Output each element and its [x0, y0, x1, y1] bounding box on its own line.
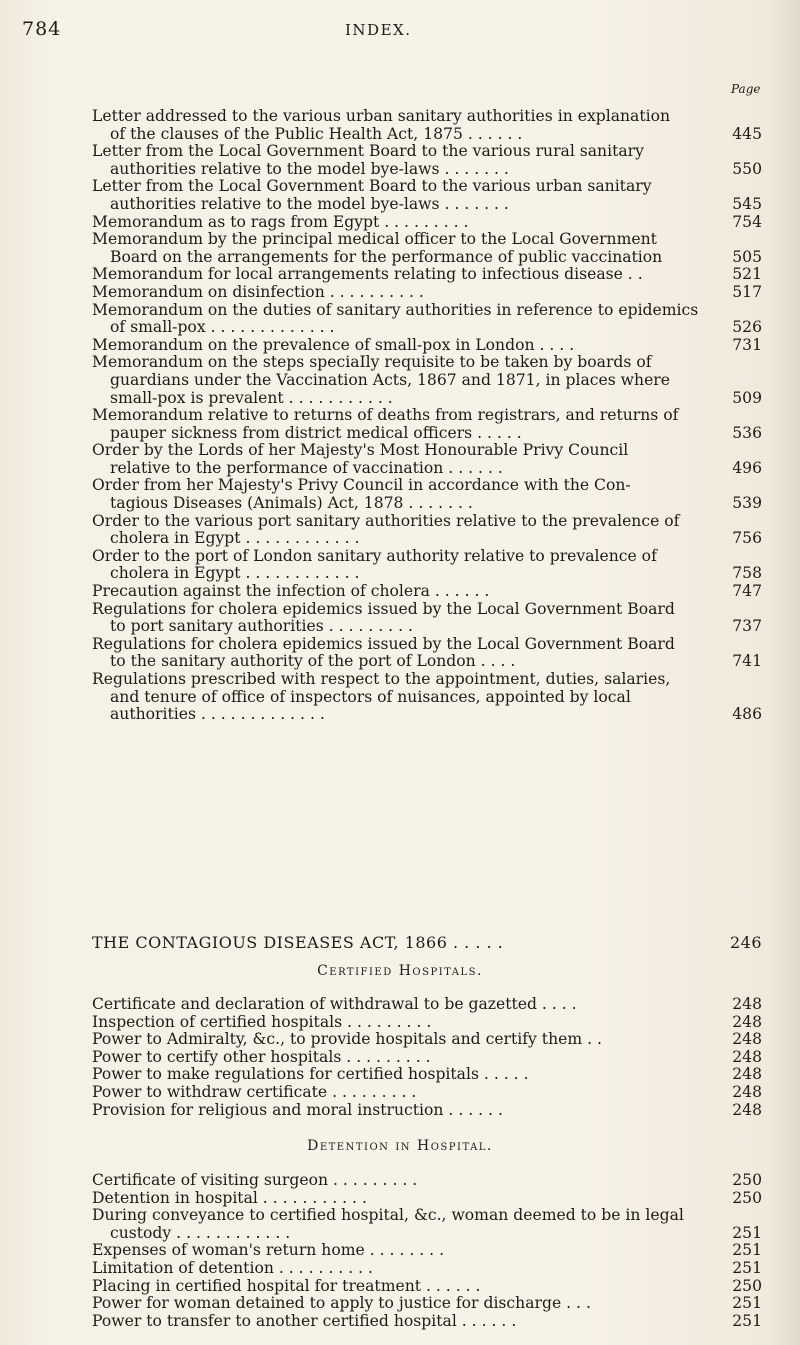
index-entry — [92, 231, 762, 266]
contagious-diseases-act-heading — [92, 933, 762, 952]
entry-page-number: 758 — [732, 564, 762, 583]
entry-text: Memorandum on the steps speciaIly requisite to be taken by boards of — [92, 353, 652, 372]
index-entry — [92, 284, 762, 302]
index-entry — [92, 636, 762, 671]
index-entry — [92, 266, 762, 284]
entry-page-number: 521 — [732, 265, 762, 284]
page-column-label: Page — [731, 82, 761, 96]
entry-text: Power to make regulations for certified hospitals . . . . . — [92, 1065, 529, 1084]
subheading-certified-hospitals: Certified Hospitals. — [317, 963, 483, 979]
index-entry — [92, 548, 762, 583]
entry-continuation: tagious Diseases (Animals) Act, 1878 . . . . . . . — [110, 494, 473, 513]
section-page: 246 — [729, 933, 762, 952]
index-entry — [92, 214, 762, 232]
entry-page-number: 505 — [732, 247, 762, 266]
entry-text: Memorandum for local arrangements relating to infectious disease . . — [92, 265, 643, 284]
index-entry — [92, 1313, 762, 1331]
entry-text: Power to transfer to another certified hospital . . . . . . — [92, 1311, 517, 1330]
entry-continuation: of small-pox . . . . . . . . . . . . . — [110, 318, 335, 337]
entry-text: Order to the various port sanitary authorities relative to the prevalence of — [92, 511, 680, 530]
detention-in-hospital-list — [92, 1172, 762, 1330]
entry-continuation: and tenure of office of inspectors of nuisances, appointed by local — [110, 687, 631, 706]
entry-text: Letter from the Local Government Board to the various urban sanitary — [92, 177, 652, 196]
entry-page-number: 248 — [732, 1012, 762, 1031]
entry-text: During conveyance to certified hospital, &c., woman deemed to be in legal — [92, 1206, 684, 1225]
index-entry — [92, 1031, 762, 1049]
entry-continuation: small-pox is prevalent . . . . . . . . . . . — [110, 388, 393, 407]
index-entry — [92, 1066, 762, 1084]
index-entry — [92, 442, 762, 477]
entry-text: Regulations prescribed with respect to the appointment, duties, salaries, — [92, 670, 671, 688]
index-entry — [92, 1049, 762, 1067]
entry-continuation: authorities relative to the model bye-laws . . . . . . . — [110, 194, 509, 213]
entry-text: Detention in hospital . . . . . . . . . . . — [92, 1188, 367, 1207]
entry-page-number: 251 — [732, 1311, 762, 1330]
index-entry — [92, 108, 762, 143]
entry-page-number: 509 — [732, 388, 762, 407]
index-entry — [92, 407, 762, 442]
entry-text: Provision for religious and moral instruction . . . . . . — [92, 1100, 503, 1119]
entry-page-number: 251 — [732, 1241, 762, 1260]
entry-page-number: 539 — [732, 494, 762, 513]
entry-page-number: 251 — [732, 1258, 762, 1277]
index-entry — [92, 1172, 762, 1190]
index-entry — [92, 1084, 762, 1102]
entry-page-number: 445 — [732, 124, 762, 143]
index-entry — [92, 671, 762, 724]
entry-page-number: 737 — [732, 617, 762, 636]
index-entry — [92, 1102, 762, 1120]
entry-text: Regulations for cholera epidemics issued by the Local Government Board — [92, 599, 675, 618]
certified-hospitals-list — [92, 996, 762, 1119]
entry-text: Certificate of visiting surgeon . . . . . . . . . — [92, 1171, 418, 1189]
entry-continuation: guardians under the Vaccination Acts, 1867 and 1871, in places where — [110, 370, 670, 389]
index-entry — [92, 477, 762, 512]
entry-text: Memorandum on the duties of sanitary authorities in reference to epidemics — [92, 300, 699, 319]
entry-page-number: 248 — [732, 1030, 762, 1049]
entry-text: Letter from the Local Government Board to the various rural sanitary — [92, 142, 644, 161]
index-entry — [92, 354, 762, 407]
entry-page-number: 526 — [732, 318, 762, 337]
entry-page-number: 248 — [732, 1047, 762, 1066]
index-entry — [92, 143, 762, 178]
entry-text: Inspection of certified hospitals . . . . . . . . . — [92, 1012, 432, 1031]
entry-text: Order to the port of London sanitary authority relative to prevalence of — [92, 546, 657, 565]
index-entry — [92, 1190, 762, 1208]
entry-page-number: 545 — [732, 194, 762, 213]
entry-text: Memorandum on disinfection . . . . . . . . . . — [92, 282, 424, 301]
entry-text: Memorandum by the principal medical officer to the Local Government — [92, 230, 657, 249]
entry-continuation: to port sanitary authorities . . . . . . . . . — [110, 617, 413, 636]
running-head: INDEX. — [345, 21, 412, 39]
section-title: THE CONTAGIOUS DISEASES ACT, 1866 . . . . . — [92, 933, 504, 952]
entry-page-number: 754 — [732, 212, 762, 231]
entry-text: Power to certify other hospitals . . . . . . . . . — [92, 1047, 431, 1066]
entry-page-number: 248 — [732, 1100, 762, 1119]
entry-page-number: 251 — [732, 1294, 762, 1313]
index-entry — [92, 337, 762, 355]
entry-continuation: custody . . . . . . . . . . . . — [110, 1223, 291, 1242]
entry-continuation: relative to the performance of vaccination . . . . . . — [110, 458, 503, 477]
index-entry — [92, 1207, 762, 1242]
entry-page-number: 747 — [732, 582, 762, 601]
index-entry — [92, 1278, 762, 1296]
entry-page-number: 741 — [732, 652, 762, 671]
entry-text: Power for woman detained to apply to justice for discharge . . . — [92, 1294, 591, 1313]
entry-continuation: pauper sickness from district medical officers . . . . . — [110, 423, 522, 442]
entry-page-number: 550 — [732, 159, 762, 178]
entry-page-number: 248 — [732, 1065, 762, 1084]
subheading-detention-in-hospital: Detention in Hospital. — [307, 1138, 493, 1154]
entry-text: Memorandum relative to returns of deaths from registrars, and returns of — [92, 406, 679, 425]
entry-continuation: authorities relative to the model bye-laws . . . . . . . — [110, 159, 509, 178]
index-entry — [92, 302, 762, 337]
entry-page-number: 251 — [732, 1223, 762, 1242]
entry-page-number: 756 — [732, 529, 762, 548]
index-entry — [92, 583, 762, 601]
entry-page-number: 731 — [732, 335, 762, 354]
entry-page-number: 248 — [732, 1082, 762, 1101]
entry-continuation: Board on the arrangements for the performance of public vaccination — [110, 247, 663, 266]
entry-page-number: 248 — [732, 995, 762, 1013]
entry-page-number: 486 — [732, 705, 762, 724]
entry-text: Order from her Majesty's Privy Council in accordance with the Con- — [92, 476, 631, 495]
entry-text: Power to Admiralty, &c., to provide hospitals and certify them . . — [92, 1030, 602, 1049]
entry-text: Expenses of woman's return home . . . . . . . . — [92, 1241, 445, 1260]
entry-continuation: to the sanitary authority of the port of London . . . . — [110, 652, 516, 671]
index-entry — [92, 1014, 762, 1032]
entry-text: Precaution against the infection of cholera . . . . . . — [92, 582, 490, 601]
entry-text: Letter addressed to the various urban sanitary authorities in explanation — [92, 107, 671, 125]
entry-page-number: 496 — [732, 458, 762, 477]
entry-text: Limitation of detention . . . . . . . . . . — [92, 1258, 374, 1277]
entry-page-number: 517 — [732, 282, 762, 301]
entry-text: Placing in certified hospital for treatment . . . . . . — [92, 1276, 481, 1295]
index-entry — [92, 1242, 762, 1260]
page-number: 784 — [22, 18, 62, 40]
index-entry — [92, 996, 762, 1014]
entry-page-number: 250 — [732, 1188, 762, 1207]
entry-page-number: 250 — [732, 1276, 762, 1295]
index-entry — [92, 1260, 762, 1278]
index-entry — [92, 178, 762, 213]
entry-text: Regulations for cholera epidemics issued by the Local Government Board — [92, 634, 675, 653]
entry-text: Certificate and declaration of withdrawal to be gazetted . . . . — [92, 995, 577, 1013]
entry-continuation: cholera in Egypt . . . . . . . . . . . . — [110, 564, 360, 583]
entry-page-number: 536 — [732, 423, 762, 442]
entry-text: Memorandum as to rags from Egypt . . . . . . . . . — [92, 212, 469, 231]
entry-continuation: of the clauses of the Public Health Act, 1875 . . . . . . — [110, 124, 523, 143]
index-entry — [92, 1295, 762, 1313]
index-entry — [92, 513, 762, 548]
entry-continuation: cholera in Egypt . . . . . . . . . . . . — [110, 529, 360, 548]
entry-text: Order by the Lords of her Majesty's Most Honourable Privy Council — [92, 441, 629, 460]
entry-text: Power to withdraw certificate . . . . . . . . . — [92, 1082, 417, 1101]
entry-text: Memorandum on the prevalence of small-pox in London . . . . — [92, 335, 575, 354]
letters-memoranda-list — [92, 108, 762, 724]
index-entry — [92, 601, 762, 636]
entry-continuation: authorities . . . . . . . . . . . . . — [110, 705, 325, 724]
entry-page-number: 250 — [732, 1171, 762, 1189]
